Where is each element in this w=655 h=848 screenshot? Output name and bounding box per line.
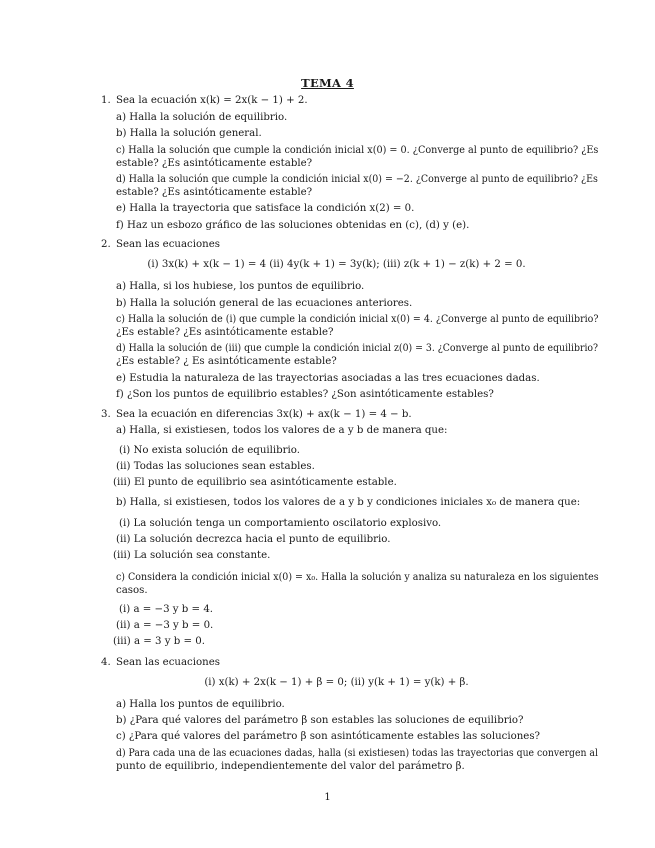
problem-2-number: 2.: [101, 239, 111, 250]
problem-3-c-ii: (ii) a = −3 y b = 0.: [116, 620, 214, 631]
problem-3-a-iii: (iii) El punto de equilibrio sea asintóticamente estable.: [113, 477, 397, 488]
problem-3-b: b) Halla, si existiesen, todos los valores de a y b y condiciones iniciales x₀ de manera que:: [116, 497, 581, 508]
problem-2-d-line2: ¿Es estable? ¿ Es asintóticamente estable?: [116, 356, 337, 367]
problem-1-number: 1.: [101, 95, 111, 106]
problem-3-c-line2: casos.: [116, 585, 148, 596]
problem-1-e: e) Halla la trayectoria que satisface la condición x(2) = 0.: [116, 203, 415, 214]
problem-3-statement: Sea la ecuación en diferencias 3x(k) + ax(k − 1) = 4 − b.: [116, 409, 412, 420]
problem-2-statement: Sean las ecuaciones: [116, 239, 220, 250]
problem-2-f: f) ¿Son los puntos de equilibrio estables? ¿Son asintóticamente estables?: [116, 389, 494, 400]
page-number: 1: [324, 792, 331, 803]
problem-4-b: b) ¿Para qué valores del parámetro β son estables las soluciones de equilibrio?: [116, 715, 524, 726]
problem-1-d-line2: estable? ¿Es asintóticamente estable?: [116, 187, 313, 198]
problem-2-e: e) Estudia la naturaleza de las trayectorias asociadas a las tres ecuaciones dadas.: [116, 373, 540, 384]
problem-1-statement: Sea la ecuación x(k) = 2x(k − 1) + 2.: [116, 95, 308, 106]
problem-2-c-line1: c) Halla la solución de (i) que cumple la condición inicial x(0) = 4. ¿Converge al punto de equilibrio?: [116, 314, 599, 325]
page-title: TEMA 4: [301, 76, 354, 90]
problem-4-number: 4.: [101, 657, 111, 668]
problem-3-c-iii: (iii) a = 3 y b = 0.: [113, 636, 206, 647]
problem-3-b-ii: (ii) La solución decrezca hacia el punto de equilibrio.: [116, 534, 391, 545]
problem-3-a-ii: (ii) Todas las soluciones sean estables.: [116, 461, 315, 472]
problem-3-a: a) Halla, si existiesen, todos los valores de a y b de manera que:: [116, 425, 448, 436]
problem-3-c-line1: c) Considera la condición inicial x(0) = x₀. Halla la solución y analiza su naturaleza en los siguientes: [116, 572, 599, 583]
problem-4-equations: (i) x(k) + 2x(k − 1) + β = 0; (ii) y(k + 1) = y(k) + β.: [204, 677, 469, 688]
problem-4-a: a) Halla los puntos de equilibrio.: [116, 699, 285, 710]
problem-3-number: 3.: [101, 409, 111, 420]
problem-4-statement: Sean las ecuaciones: [116, 657, 220, 668]
problem-1-a: a) Halla la solución de equilibrio.: [116, 112, 288, 123]
problem-3-b-iii: (iii) La solución sea constante.: [113, 550, 271, 561]
problem-3-c-i: (i) a = −3 y b = 4.: [119, 604, 214, 615]
problem-1-c-line2: estable? ¿Es asintóticamente estable?: [116, 158, 313, 169]
problem-1-b: b) Halla la solución general.: [116, 128, 262, 139]
problem-2-b: b) Halla la solución general de las ecuaciones anteriores.: [116, 298, 413, 309]
problem-2-equations: (i) 3x(k) + x(k − 1) = 4 (ii) 4y(k + 1) = 3y(k); (iii) z(k + 1) − z(k) + 2 = 0.: [147, 259, 526, 270]
problem-1-f: f) Haz un esbozo gráfico de las soluciones obtenidas en (c), (d) y (e).: [116, 220, 470, 231]
problem-4-d-line1: d) Para cada una de las ecuaciones dadas, halla (si existiesen) todas las trayectorias que convergen al: [116, 748, 598, 759]
problem-1-c-line1: c) Halla la solución que cumple la condición inicial x(0) = 0. ¿Converge al punto de equilibrio? ¿Es: [116, 145, 599, 156]
problem-1-d-line1: d) Halla la solución que cumple la condición inicial x(0) = −2. ¿Converge al punto de equilibrio? ¿Es: [116, 174, 598, 185]
problem-2-a: a) Halla, si los hubiese, los puntos de equilibrio.: [116, 281, 365, 292]
problem-3-a-i: (i) No exista solución de equilibrio.: [119, 445, 300, 456]
problem-4-d-line2: punto de equilibrio, independientemente del valor del parámetro β.: [116, 761, 465, 772]
problem-3-b-i: (i) La solución tenga un comportamiento oscilatorio explosivo.: [119, 518, 442, 529]
problem-2-c-line2: ¿Es estable? ¿Es asintóticamente estable?: [116, 327, 334, 338]
problem-2-d-line1: d) Halla la solución de (iii) que cumple la condición inicial z(0) = 3. ¿Converge al punto de equilibrio?: [116, 343, 599, 354]
problem-4-c: c) ¿Para qué valores del parámetro β son asintóticamente estables las soluciones?: [116, 731, 541, 742]
